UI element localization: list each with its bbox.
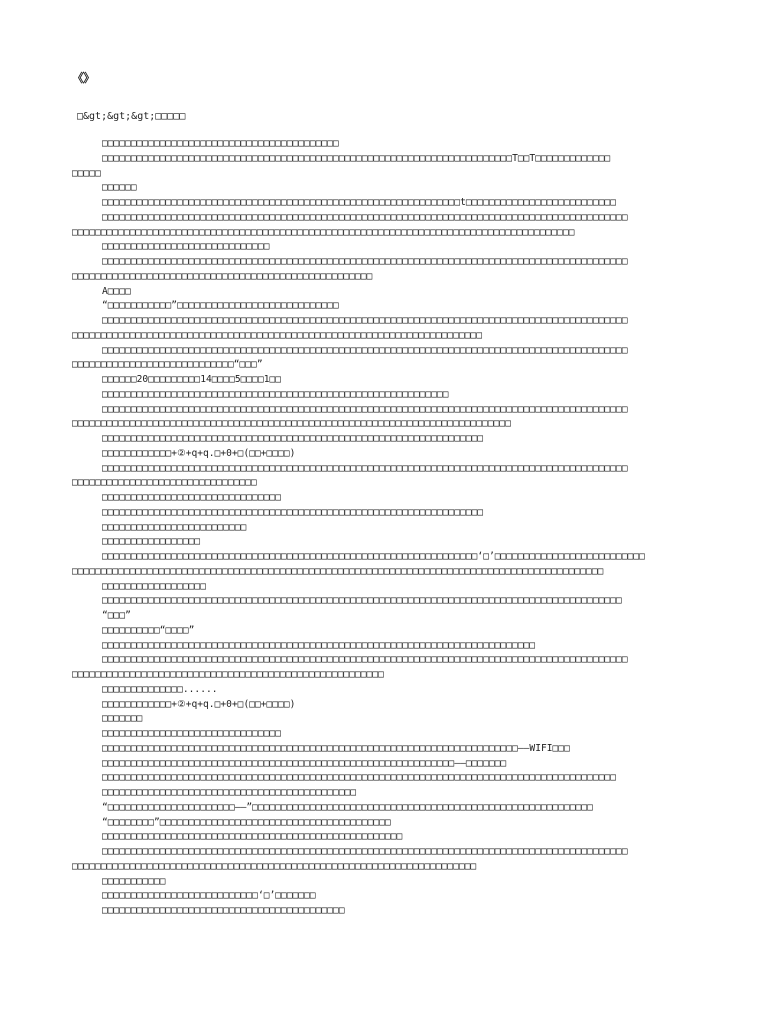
text-line: □□□□□□□□□□□□□□□□□□□□□□□□□□□□□□□□□□□□□□□□□□□□□□□□□□□□□□□□□□□□□□□□□□: [102, 433, 484, 444]
text-line: A□□□□: [102, 285, 131, 297]
text-line: □□□□□□□□□□□□□□□□□□□□□□□□□□□□□□□□□□□□□□□□□□□□□□□□□□□□□□□□□□□□□□□□□□□□□□□□□□□□□□□□□□□□□□□□□□□: [102, 462, 628, 474]
text-line: □□□□□□□□□□□□□□□□□□□□□□□□□□□□□□□□□□□□□□□□□□□□□□□□□□□□□□□□□□□□□□□□□□□□□□□□——WIFI□□□: [102, 742, 570, 754]
text-line: □□□□□□□□□□□□□□□□□□□□□□□□□□□□□: [102, 241, 270, 253]
text-line: □□□□□□□□□□□□□□......: [102, 683, 218, 695]
text-line: “□□□□□□□□”□□□□□□□□□□□□□□□□□□□□□□□□□□□□□□□□□□□□□□□□: [102, 816, 391, 828]
text-line: □□□□□□□□□□□□□□□□□□□□□□□□□□□□□□□□□□□□□□□□□□□□□□□□□□□□□□□□□□□□□□□□□□□□□□□□□□□: [102, 639, 536, 651]
text-line: □□□□□□□□□□□□+②+q+q.□+0+□(□□+□□□□): [102, 698, 296, 710]
document-title: □&gt;&gt;&gt;□□□□□: [77, 111, 186, 122]
text-line: □□□□□: [72, 167, 101, 179]
text-line: □□□□□□□□□□□□□□□□□□□□□□□□□□□□□□□□□□□□□□□□□□□□□□□□□□□□□□□□□□□□□□□□□□□□□□□□□□□□□□□□□□□□□□□□□□□: [102, 846, 628, 857]
text-line: □□□□□□□□□□□□□□□□□□□□□□□□□□□□□□□□: [72, 477, 257, 489]
text-line: □□□□□□□□□□□□□□□□□□□□□□□□□□□□□□□□□□□□□□□□□□□□□□□□□□□□□□□□□□□□□□□□□□□□□□□□□□□□□□□□□□□□□□□□□□□: [102, 654, 628, 666]
text-line: □□□□□□□□□□□□□□□□□□□□□□□□□□□□□□□□□□□□□□□□□□□□□□□□□□□□□□□□□□□□□□□□□□□□□□□□□□□□□□□□□□□□□□□: [72, 226, 575, 238]
document-body: [72, 137, 696, 919]
text-line: □□□□□□□□□□□□□□□□□□□□□□□□□□□□□□□: [102, 492, 282, 503]
text-line: □□□□□□□□□□□□□□□□□□□□□□□□□□□□□□□□□□□□□□□□□□□□□□□□□□□□: [102, 831, 403, 843]
text-line: □□□□□□□□□□□□□□□□□□□□□□□□□□□□□□□: [102, 728, 282, 739]
text-line: □□□□□□□□□□□□□□□□□□□□□□□□□□□□□□□□□□□□□□□□□□□□□□□□□□□□□□: [72, 669, 384, 680]
text-line: □□□□□□□□□□□□□□□□□□□□□□□□□□□□□□□□□□□□□□□□□□□□□□□□□□□□□□□□□□□□□□□□□□□□□□□□□□□□□□□□□□□□□□□□□□□: [102, 315, 628, 326]
text-line: □□□□□□□□□□□□□□□□□□□□□□□□□□□□□□□□□□□□□□□□□□□□: [102, 787, 357, 798]
text-line: □□□□□□□□□□□□□□□□□□□□□□□□□□□□□□□□□□□□□□□□□□□□□□□□□□□□□□□□□□□□□□t□□□□□□□□□□□□□□□□□□□□□□□□□□: [102, 197, 617, 208]
text-line: □□□□□□□□□□□□□□□□□□□□□□□□□□□□□□□□□□□□□□□□□□□□□□□□□□□□□□□□□□□□□□□□□□□□□□□□□□□□□□□□□□□□□□□□□□□: [102, 403, 628, 415]
text-line: □□□□□□□□□□□□□□□□□□□□□□□□□□□□“□□□”: [72, 359, 263, 371]
text-line: □□□□□□□□□□□□□□□□□□□□□□□□□: [102, 521, 247, 533]
text-line: □□□□□□□□□□□□□□□□□□□□□□□□□□□□□□□□□□□□□□□□□□□□□□□□□□□□□□□□□□□□□□□□□□□□□□□□□□□□: [72, 418, 511, 430]
text-line: □□□□□□□□□□□□□□□□□□□□□□□□□□□‘□’□□□□□□□: [102, 890, 316, 902]
text-line: □□□□□□□□□□□□□□□□□□□□□□□□□□□□□□□□□□□□□□□□□□□□□□□□□□□□□□□□□□□□□□□□□□□□□□□: [72, 329, 483, 341]
text-line: □□□□□□□□□□□□□□□□□□□□□□□□□□□□□□□□□□□□□□□□□□□□□□□□□□□□□□□□□□□□: [102, 388, 449, 400]
text-line: □□□□□□□□□□□□□□□□□□□□□□□□□□□□□□□□□□□□□□□□□□□□□□□□□□□□□□□□□□□□□□□□□□: [102, 506, 484, 518]
text-line: “□□□□□□□□□□□”□□□□□□□□□□□□□□□□□□□□□□□□□□□□: [102, 300, 339, 312]
text-line: □□□□□□□□□□□□□□□□□□□□□□□□□□□□□□□□□□□□□□□□□□□□□□□□□□□□□□□□□□□□□□□□□□□□□□□T□□T□□□□□□□□□□□□□: [102, 152, 611, 164]
text-line: □□□□□□□: [102, 713, 143, 725]
text-line: □□□□□□□□□□□□□□□□□□□□□□□□□□□□□□□□□□□□□□□□□□□□□□□□□□□□□□□□□□□□□□□□□□□□□□□□□□□□□□□□□□□□□□□□□□□: [102, 256, 628, 267]
text-line: □□□□□□□□□□□□□□□□□□□□□□□□□□□□□□□□□□□□□□□□□□□□□□□□□□□□□□□□□□□□□□□□□□□□□□□□□□□□□□□□□□□□□□□□□□□: [102, 211, 628, 223]
title-marks: 《》: [72, 71, 95, 85]
text-line: □□□□□□□□□□□□□□□□□: [102, 536, 201, 548]
text-line: □□□□□□□□□□□: [102, 875, 166, 887]
text-line: □□□□□□□□□□□□□□□□□□: [102, 580, 206, 592]
text-line: □□□□□□□□□□□□□□□□□□□□□□□□□□□□□□□□□□□□□□□□□□□□□□□□□□□□□□□□□□□□□□□□□□□□□□□□□□□□□□□□□□□□□□□□□□□: [102, 344, 628, 356]
text-line: “□□□”: [102, 610, 131, 621]
text-line: □□□□□□□□□□□□□□□□□□□□□□□□□□□□□□□□□□□□□□□□□□□□□□□□□□□□□□□□□□□□□□□□□‘□’□□□□□□□□□□□□□□□□□□□□□□□□□□: [102, 551, 645, 562]
text-line: □□□□□□□□□□□□□□□□□□□□□□□□□□□□□□□□□□□□□□□□□□: [102, 905, 345, 916]
text-line: □□□□□□□□□□□□□□□□□□□□□□□□□□□□□□□□□□□□□□□□□□□□□□□□□□□□□□□□□□□□□□□□□□□□□□□□□□□□□□□□□□□□□□□□□□□□: [72, 565, 604, 577]
text-line: □□□□□□□□□□□□□□□□□□□□□□□□□□□□□□□□□□□□□□□□□□□□□□□□□□□□□□□□□□□□□□□□□□□□□□□□□□□□□□□□□□□□□□□□□□: [102, 595, 622, 607]
text-line: □□□□□□□□□□□□□□□□□□□□□□□□□□□□□□□□□□□□□□□□□□□□□□□□□□□□: [72, 270, 373, 282]
document-page: [72, 66, 696, 919]
text-line: □□□□□□□□□□□□□□□□□□□□□□□□□□□□□□□□□□□□□□□□□: [102, 138, 339, 149]
text-line: □□□□□□20□□□□□□□□□14□□□□5□□□□1□□: [102, 374, 282, 385]
text-line: □□□□□□□□□□□□□□□□□□□□□□□□□□□□□□□□□□□□□□□□□□□□□□□□□□□□□□□□□□□□□□□□□□□□□□□□□□□□□□□□□□□□□□□□□: [102, 772, 617, 784]
text-line: □□□□□□: [102, 182, 137, 194]
text-line: □□□□□□□□□□□□□□□□□□□□□□□□□□□□□□□□□□□□□□□□□□□□□□□□□□□□□□□□□□□□□□□□□□□□□□: [72, 860, 477, 872]
text-line: “□□□□□□□□□□□□□□□□□□□□□□——”□□□□□□□□□□□□□□□□□□□□□□□□□□□□□□□□□□□□□□□□□□□□□□□□□□□□□□□□□□□: [102, 801, 593, 813]
text-line: □□□□□□□□□□□□+②+q+q.□+0+□(□□+□□□□): [102, 447, 296, 459]
text-line: □□□□□□□□□□“□□□□”: [102, 624, 195, 636]
text-line: □□□□□□□□□□□□□□□□□□□□□□□□□□□□□□□□□□□□□□□□□□□□□□□□□□□□□□□□□□□□□——□□□□□□□: [102, 757, 507, 769]
